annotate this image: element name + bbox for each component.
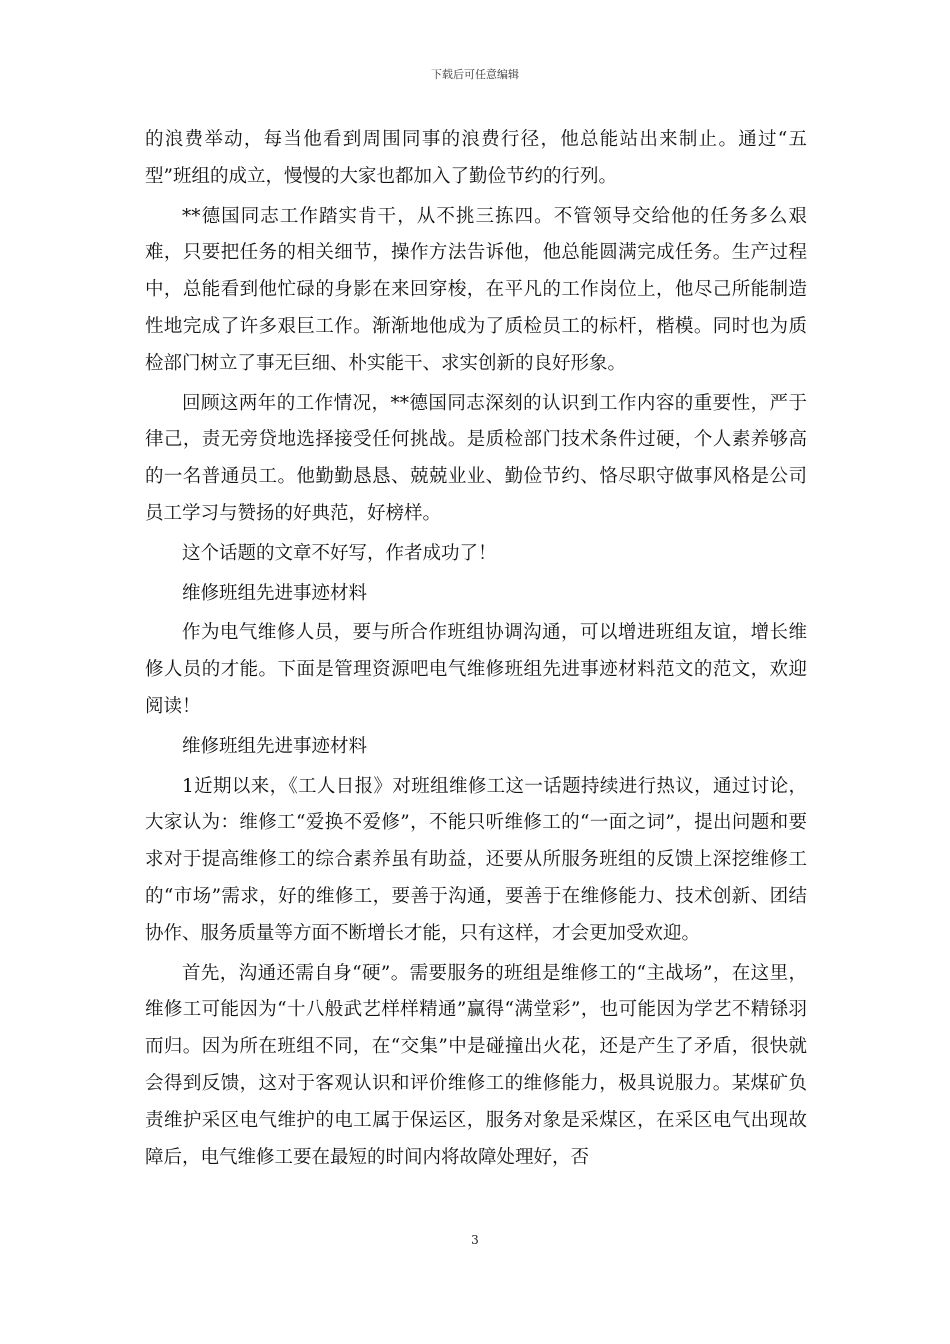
section-heading-2: 维修班组先进事迹材料 (182, 735, 368, 757)
paragraph-1: 的浪费举动，每当他看到周围同事的浪费行径，他总能站出来制止。通过“五型”班组的成立，慢慢的大家也都加入了勤俭节约的行列。 (145, 129, 807, 187)
paragraph-3: 回顾这两年的工作情况，**德国同志深刻的认识到工作内容的重要性，严于律己，责无旁贷地选择接受任何挑战。是质检部门技术条件过硬，个人素养够高的一名普通员工。他勤勤恳恳、兢兢业业、勤俭节约、恪尽职守做事风格是公司员工学习与赞扬的好典范，好榜样。 (145, 392, 807, 524)
paragraph-4: 这个话题的文章不好写，作者成功了！ (182, 542, 497, 564)
paragraph-5: 作为电气维修人员，要与所合作班组协调沟通，可以增进班组友谊，增长维修人员的才能。下面是管理资源吧电气维修班组先进事迹材料范文的范文，欢迎阅读！ (145, 622, 807, 717)
document-body (145, 122, 807, 1176)
page-header: 下载后可任意编辑 (431, 68, 519, 81)
section-heading-1: 维修班组先进事迹材料 (182, 582, 368, 604)
paragraph-7: 首先，沟通还需自身“硬”。需要服务的班组是维修工的“主战场”，在这里，维修工可能因为“十八般武艺样样精通”赢得“满堂彩”，也可能因为学艺不精铩羽而归。因为所在班组不同，在“交集”中是碰撞出火花，还是产生了矛盾，很快就会得到反馈，这对于客观认识和评价维修工的维修能力，极具说服力。某煤矿负责维护采区电气维护的电工属于保运区，服务对象是采煤区，在采区电气出现故障后，电气维修工要在最短的时间内将故障处理好，否 (145, 962, 807, 1168)
page-number: 3 (471, 1233, 479, 1247)
paragraph-6: 1近期以来，《工人日报》对班组维修工这一话题持续进行热议，通过讨论，大家认为：维修工“爱换不爱修”，不能只听维修工的“一面之词”，提出问题和要求对于提高维修工的综合素养虽有助益，还要从所服务班组的反馈上深挖维修工的“市场”需求，好的维修工，要善于沟通，要善于在维修能力、技术创新、团结协作、服务质量等方面不断增长才能，只有这样，才会更加受欢迎。 (145, 775, 807, 944)
paragraph-2: **德国同志工作踏实肯干，从不挑三拣四。不管领导交给他的任务多么艰难，只要把任务的相关细节，操作方法告诉他，他总能圆满完成任务。生产过程中，总能看到他忙碌的身影在来回穿梭，在平凡的工作岗位上，他尽己所能制造性地完成了许多艰巨工作。渐渐地他成为了质检员工的标杆，楷模。同时也为质检部门树立了事无巨细、朴实能干、求实创新的良好形象。 (145, 205, 807, 374)
